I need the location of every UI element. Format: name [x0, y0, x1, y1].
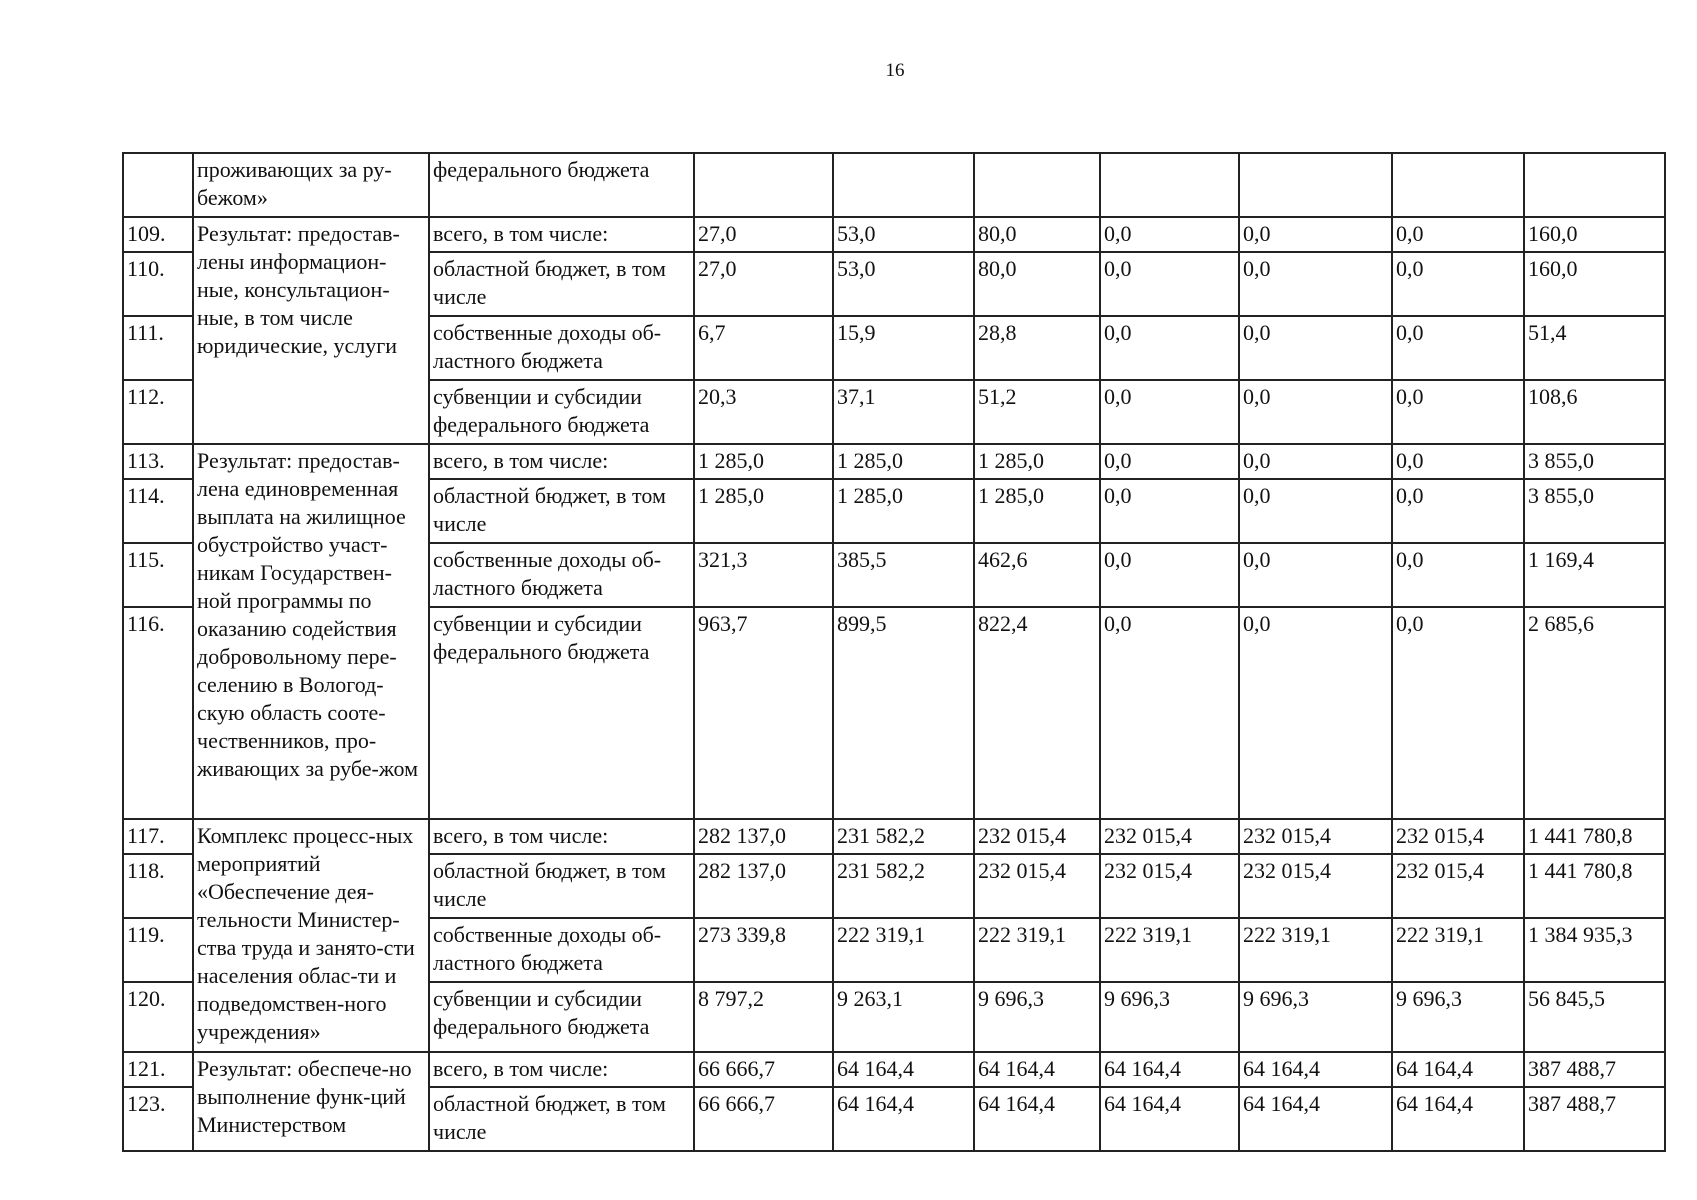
amount-cell: 387 488,7	[1524, 1052, 1665, 1087]
funding-source-cell: собственные доходы об-ластного бюджета	[429, 918, 694, 982]
amount-cell: 232 015,4	[1239, 854, 1392, 918]
funding-source-cell: областной бюджет, в том числе	[429, 854, 694, 918]
amount-cell: 0,0	[1239, 479, 1392, 543]
amount-cell: 232 015,4	[1392, 854, 1524, 918]
amount-cell: 1 285,0	[694, 444, 833, 479]
amount-cell: 64 164,4	[1100, 1052, 1239, 1087]
amount-cell: 1 441 780,8	[1524, 854, 1665, 918]
row-number-cell: 114.	[123, 479, 193, 543]
amount-cell: 0,0	[1392, 380, 1524, 444]
amount-cell: 64 164,4	[1239, 1052, 1392, 1087]
amount-cell: 1 169,4	[1524, 543, 1665, 607]
row-number-cell: 118.	[123, 854, 193, 918]
funding-source-cell: областной бюджет, в том числе	[429, 479, 694, 543]
budget-table	[122, 152, 1666, 1152]
amount-cell: 222 319,1	[974, 918, 1100, 982]
amount-cell: 0,0	[1392, 607, 1524, 819]
amount-cell: 232 015,4	[974, 819, 1100, 854]
amount-cell	[1100, 153, 1239, 217]
row-number-cell: 123.	[123, 1087, 193, 1151]
amount-cell: 0,0	[1100, 380, 1239, 444]
amount-cell: 0,0	[1100, 479, 1239, 543]
row-number-cell: 117.	[123, 819, 193, 854]
amount-cell: 64 164,4	[1239, 1087, 1392, 1151]
amount-cell: 0,0	[1239, 444, 1392, 479]
amount-cell: 0,0	[1392, 316, 1524, 380]
amount-cell: 462,6	[974, 543, 1100, 607]
amount-cell: 27,0	[694, 252, 833, 316]
amount-cell: 282 137,0	[694, 854, 833, 918]
amount-cell: 0,0	[1239, 380, 1392, 444]
amount-cell: 56 845,5	[1524, 982, 1665, 1052]
item-name-cell: проживающих за ру-бежом»	[193, 153, 429, 217]
amount-cell: 64 164,4	[974, 1087, 1100, 1151]
amount-cell: 108,6	[1524, 380, 1665, 444]
amount-cell: 222 319,1	[833, 918, 974, 982]
amount-cell: 273 339,8	[694, 918, 833, 982]
row-number-cell: 121.	[123, 1052, 193, 1087]
item-name-cell: Результат: предостав-лены информацион-ные, консультацион-ные, в том числе юридические, услуги	[193, 217, 429, 444]
amount-cell: 222 319,1	[1239, 918, 1392, 982]
amount-cell: 3 855,0	[1524, 479, 1665, 543]
amount-cell: 15,9	[833, 316, 974, 380]
amount-cell: 0,0	[1100, 316, 1239, 380]
row-number-cell: 116.	[123, 607, 193, 819]
amount-cell: 9 696,3	[1392, 982, 1524, 1052]
amount-cell: 232 015,4	[1100, 819, 1239, 854]
row-number-cell: 120.	[123, 982, 193, 1052]
row-number-cell: 113.	[123, 444, 193, 479]
amount-cell: 53,0	[833, 252, 974, 316]
funding-source-cell: всего, в том числе:	[429, 819, 694, 854]
funding-source-cell: областной бюджет, в том числе	[429, 1087, 694, 1151]
amount-cell: 822,4	[974, 607, 1100, 819]
amount-cell: 80,0	[974, 252, 1100, 316]
funding-source-cell: субвенции и субсидии федерального бюджета	[429, 982, 694, 1052]
row-number-cell: 110.	[123, 252, 193, 316]
funding-source-cell: всего, в том числе:	[429, 217, 694, 252]
amount-cell: 80,0	[974, 217, 1100, 252]
amount-cell: 0,0	[1100, 217, 1239, 252]
amount-cell: 8 797,2	[694, 982, 833, 1052]
amount-cell: 51,2	[974, 380, 1100, 444]
amount-cell: 1 285,0	[833, 479, 974, 543]
table-row	[123, 217, 1665, 252]
amount-cell: 53,0	[833, 217, 974, 252]
item-name-cell: Результат: предостав-лена единовременная выплата на жилищное обустройство участ-никам Государствен-ной программы по оказанию содействия добровольному пере-селению в Вологод-скую область соотe-чественников, про-живающих за рубе-жом	[193, 444, 429, 819]
amount-cell	[1239, 153, 1392, 217]
amount-cell: 1 384 935,3	[1524, 918, 1665, 982]
row-number-cell: 115.	[123, 543, 193, 607]
amount-cell: 20,3	[694, 380, 833, 444]
amount-cell: 66 666,7	[694, 1087, 833, 1151]
amount-cell	[1524, 153, 1665, 217]
amount-cell	[833, 153, 974, 217]
row-number-cell: 119.	[123, 918, 193, 982]
amount-cell: 232 015,4	[974, 854, 1100, 918]
amount-cell: 222 319,1	[1100, 918, 1239, 982]
amount-cell: 321,3	[694, 543, 833, 607]
amount-cell: 0,0	[1100, 252, 1239, 316]
amount-cell: 0,0	[1239, 607, 1392, 819]
amount-cell: 231 582,2	[833, 819, 974, 854]
amount-cell: 66 666,7	[694, 1052, 833, 1087]
amount-cell: 9 696,3	[1239, 982, 1392, 1052]
amount-cell: 9 263,1	[833, 982, 974, 1052]
amount-cell: 0,0	[1392, 444, 1524, 479]
amount-cell: 160,0	[1524, 252, 1665, 316]
funding-source-cell: собственные доходы об-ластного бюджета	[429, 543, 694, 607]
funding-source-cell: собственные доходы об-ластного бюджета	[429, 316, 694, 380]
table-row	[123, 1052, 1665, 1087]
amount-cell: 27,0	[694, 217, 833, 252]
amount-cell: 6,7	[694, 316, 833, 380]
funding-source-cell: областной бюджет, в том числе	[429, 252, 694, 316]
amount-cell: 64 164,4	[833, 1052, 974, 1087]
amount-cell: 222 319,1	[1392, 918, 1524, 982]
amount-cell: 899,5	[833, 607, 974, 819]
amount-cell: 64 164,4	[974, 1052, 1100, 1087]
page-number: 16	[885, 60, 905, 81]
item-name-cell: Комплекс процесс-ных мероприятий «Обеспечение дея-тельности Министер-ства труда и занято-сти населения облас-ти и подведомствен-ного учреждения»	[193, 819, 429, 1052]
amount-cell: 1 441 780,8	[1524, 819, 1665, 854]
amount-cell: 64 164,4	[1392, 1087, 1524, 1151]
amount-cell	[974, 153, 1100, 217]
amount-cell: 1 285,0	[833, 444, 974, 479]
funding-source-cell: субвенции и субсидии федерального бюджета	[429, 607, 694, 819]
amount-cell: 0,0	[1100, 543, 1239, 607]
amount-cell: 232 015,4	[1100, 854, 1239, 918]
amount-cell	[1392, 153, 1524, 217]
amount-cell: 28,8	[974, 316, 1100, 380]
amount-cell: 64 164,4	[1100, 1087, 1239, 1151]
funding-source-cell: федерального бюджета	[429, 153, 694, 217]
item-name-cell: Результат: обеспече-но выполнение функ-ций Министерством	[193, 1052, 429, 1151]
amount-cell: 0,0	[1239, 316, 1392, 380]
row-number-cell: 109.	[123, 217, 193, 252]
amount-cell: 282 137,0	[694, 819, 833, 854]
row-number-cell: 112.	[123, 380, 193, 444]
amount-cell: 64 164,4	[1392, 1052, 1524, 1087]
row-number-cell	[123, 153, 193, 217]
amount-cell: 963,7	[694, 607, 833, 819]
funding-source-cell: всего, в том числе:	[429, 1052, 694, 1087]
amount-cell: 0,0	[1392, 479, 1524, 543]
table-row	[123, 444, 1665, 479]
amount-cell: 387 488,7	[1524, 1087, 1665, 1151]
amount-cell: 0,0	[1392, 252, 1524, 316]
amount-cell: 0,0	[1239, 543, 1392, 607]
amount-cell: 231 582,2	[833, 854, 974, 918]
amount-cell: 232 015,4	[1392, 819, 1524, 854]
table-row	[123, 819, 1665, 854]
amount-cell	[694, 153, 833, 217]
amount-cell: 0,0	[1392, 217, 1524, 252]
amount-cell: 1 285,0	[974, 479, 1100, 543]
amount-cell: 1 285,0	[974, 444, 1100, 479]
amount-cell: 9 696,3	[974, 982, 1100, 1052]
amount-cell: 9 696,3	[1100, 982, 1239, 1052]
row-number-cell: 111.	[123, 316, 193, 380]
amount-cell: 1 285,0	[694, 479, 833, 543]
amount-cell: 2 685,6	[1524, 607, 1665, 819]
amount-cell: 51,4	[1524, 316, 1665, 380]
amount-cell: 64 164,4	[833, 1087, 974, 1151]
amount-cell: 3 855,0	[1524, 444, 1665, 479]
funding-source-cell: субвенции и субсидии федерального бюджета	[429, 380, 694, 444]
amount-cell: 37,1	[833, 380, 974, 444]
amount-cell: 232 015,4	[1239, 819, 1392, 854]
amount-cell: 0,0	[1100, 444, 1239, 479]
amount-cell: 0,0	[1239, 217, 1392, 252]
amount-cell: 0,0	[1392, 543, 1524, 607]
amount-cell: 160,0	[1524, 217, 1665, 252]
table-row	[123, 153, 1665, 217]
amount-cell: 0,0	[1239, 252, 1392, 316]
amount-cell: 0,0	[1100, 607, 1239, 819]
funding-source-cell: всего, в том числе:	[429, 444, 694, 479]
amount-cell: 385,5	[833, 543, 974, 607]
